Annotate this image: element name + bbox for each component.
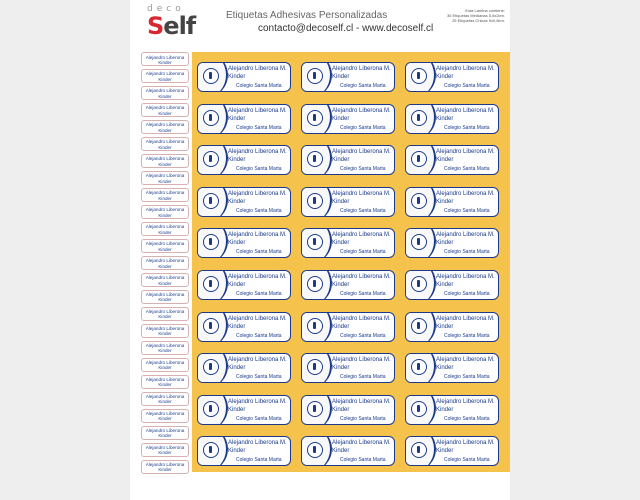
small-label-grade: Kinder xyxy=(158,229,172,235)
school-seal-icon xyxy=(411,276,427,292)
label-grade: Kinder xyxy=(228,448,246,455)
label-grade: Kinder xyxy=(436,240,454,247)
info-line: 30 Etiquetas Medianas 5,5x2cm. xyxy=(446,13,505,18)
small-label-grade: Kinder xyxy=(158,246,172,252)
medium-label xyxy=(197,228,291,258)
label-name: Alejandro Liberona M. xyxy=(332,149,391,156)
small-label-grade: Kinder xyxy=(158,127,172,133)
label-grade: Kinder xyxy=(436,115,454,122)
small-label-name: Alejandro Liberona xyxy=(145,54,185,60)
label-name: Alejandro Liberona M. xyxy=(332,357,391,364)
sheet-info xyxy=(430,8,505,23)
small-label xyxy=(141,171,189,185)
school-seal-icon xyxy=(307,110,323,126)
small-label-grade: Kinder xyxy=(158,365,172,371)
small-label xyxy=(141,307,189,321)
label-grade: Kinder xyxy=(436,406,454,413)
medium-label xyxy=(301,62,395,92)
small-label xyxy=(141,222,189,236)
label-name: Alejandro Liberona M. xyxy=(332,107,391,114)
medium-label xyxy=(405,353,499,383)
page-title: Etiquetas Adhesivas Personalizadas xyxy=(226,10,388,21)
label-grade: Kinder xyxy=(436,448,454,455)
label-school: Colegio Santa Marta xyxy=(236,83,282,89)
medium-label xyxy=(405,187,499,217)
label-name: Alejandro Liberona M. xyxy=(228,66,287,72)
label-school: Colegio Santa Marta xyxy=(236,207,282,214)
small-label-name: Alejandro Liberona xyxy=(145,88,185,94)
label-name: Alejandro Liberona M. xyxy=(436,357,495,364)
label-name: Alejandro Liberona M. xyxy=(332,190,391,197)
label-school: Colegio Santa Marta xyxy=(444,415,490,422)
medium-label xyxy=(405,145,499,175)
school-seal-icon xyxy=(203,193,219,209)
label-name: Alejandro Liberona M. xyxy=(332,398,391,405)
medium-label xyxy=(197,436,291,466)
small-label-name: Alejandro Liberona xyxy=(145,258,185,264)
label-grade: Kinder xyxy=(332,198,350,205)
medium-label xyxy=(301,395,395,425)
school-seal-icon xyxy=(203,276,219,292)
label-grade: Kinder xyxy=(436,74,454,80)
label-school: Colegio Santa Marta xyxy=(340,291,386,297)
medium-label xyxy=(301,228,395,258)
label-name: Alejandro Liberona M. xyxy=(228,315,287,322)
small-label-name: Alejandro Liberona xyxy=(145,343,185,349)
school-seal-icon xyxy=(203,318,219,334)
small-label-grade: Kinder xyxy=(158,280,172,286)
small-label xyxy=(141,409,189,423)
label-school: Colegio Santa Marta xyxy=(236,457,282,464)
small-label-name: Alejandro Liberona xyxy=(145,394,185,400)
school-seal-icon xyxy=(307,68,323,84)
label-school: Colegio Santa Marta xyxy=(340,83,386,89)
small-label-name: Alejandro Liberona xyxy=(145,190,185,196)
small-label-name: Alejandro Liberona xyxy=(145,224,185,230)
small-label-name: Alejandro Liberona xyxy=(145,411,185,417)
small-label-name: Alejandro Liberona xyxy=(145,139,185,145)
label-name: Alejandro Liberona M. xyxy=(228,190,287,197)
label-name: Alejandro Liberona M. xyxy=(436,398,495,405)
small-label-grade: Kinder xyxy=(158,433,172,439)
small-label-grade: Kinder xyxy=(158,399,172,405)
medium-label xyxy=(405,436,499,466)
label-school: Colegio Santa Marta xyxy=(236,415,282,422)
small-label-grade: Kinder xyxy=(158,348,172,354)
medium-label xyxy=(301,353,395,383)
label-grade: Kinder xyxy=(332,74,350,80)
small-label-name: Alejandro Liberona xyxy=(145,377,185,383)
school-seal-icon xyxy=(411,110,427,126)
small-label xyxy=(141,239,189,253)
label-school: Colegio Santa Marta xyxy=(340,166,386,173)
label-name: Alejandro Liberona M. xyxy=(228,232,287,239)
label-grade: Kinder xyxy=(228,115,246,122)
medium-label xyxy=(197,187,291,217)
small-label xyxy=(141,120,189,134)
label-school: Colegio Santa Marta xyxy=(236,166,282,173)
label-name: Alejandro Liberona M. xyxy=(332,440,391,447)
label-name: Alejandro Liberona M. xyxy=(228,149,287,156)
label-name: Alejandro Liberona M. xyxy=(228,274,287,280)
school-seal-icon xyxy=(307,401,323,417)
label-school: Colegio Santa Marta xyxy=(444,166,490,173)
medium-label xyxy=(197,353,291,383)
medium-label xyxy=(301,145,395,175)
label-grade: Kinder xyxy=(228,157,246,164)
small-label-name: Alejandro Liberona xyxy=(145,428,185,434)
label-school: Colegio Santa Marta xyxy=(444,124,490,131)
small-label xyxy=(141,205,189,219)
small-label xyxy=(141,443,189,457)
label-school: Colegio Santa Marta xyxy=(340,124,386,131)
small-label-name: Alejandro Liberona xyxy=(145,326,185,332)
small-label-grade: Kinder xyxy=(158,93,172,99)
school-seal-icon xyxy=(411,401,427,417)
label-school: Colegio Santa Marta xyxy=(444,291,490,297)
medium-label xyxy=(405,270,499,300)
small-label xyxy=(141,341,189,355)
logo-main-text: Self xyxy=(147,12,196,40)
small-label xyxy=(141,154,189,168)
medium-label xyxy=(405,104,499,134)
medium-label xyxy=(405,395,499,425)
small-label xyxy=(141,256,189,270)
label-name: Alejandro Liberona M. xyxy=(332,315,391,322)
small-label-name: Alejandro Liberona xyxy=(145,445,185,451)
label-school: Colegio Santa Marta xyxy=(340,415,386,422)
label-name: Alejandro Liberona M. xyxy=(228,357,287,364)
medium-label xyxy=(405,62,499,92)
medium-label xyxy=(301,436,395,466)
label-school: Colegio Santa Marta xyxy=(340,207,386,214)
label-name: Alejandro Liberona M. xyxy=(436,232,495,239)
label-grade: Kinder xyxy=(436,323,454,330)
small-label-grade: Kinder xyxy=(158,450,172,456)
small-label-name: Alejandro Liberona xyxy=(145,122,185,128)
small-label xyxy=(141,188,189,202)
small-label xyxy=(141,52,189,66)
label-grade: Kinder xyxy=(332,365,350,372)
medium-labels-panel xyxy=(192,52,510,472)
label-grade: Kinder xyxy=(332,115,350,122)
small-label-name: Alejandro Liberona xyxy=(145,462,185,468)
small-label-name: Alejandro Liberona xyxy=(145,71,185,77)
small-label xyxy=(141,69,189,83)
medium-label xyxy=(197,62,291,92)
small-label xyxy=(141,86,189,100)
label-grade: Kinder xyxy=(228,198,246,205)
label-name: Alejandro Liberona M. xyxy=(332,274,391,280)
medium-label xyxy=(405,312,499,342)
small-label-name: Alejandro Liberona xyxy=(145,309,185,315)
medium-label xyxy=(197,270,291,300)
school-seal-icon xyxy=(411,318,427,334)
medium-label xyxy=(405,228,499,258)
label-school: Colegio Santa Marta xyxy=(340,332,386,339)
label-grade: Kinder xyxy=(436,365,454,372)
small-label xyxy=(141,324,189,338)
small-label xyxy=(141,137,189,151)
small-label-grade: Kinder xyxy=(158,144,172,150)
label-school: Colegio Santa Marta xyxy=(444,83,490,89)
label-grade: Kinder xyxy=(228,406,246,413)
medium-label xyxy=(197,395,291,425)
school-seal-icon xyxy=(203,401,219,417)
small-label xyxy=(141,273,189,287)
label-grade: Kinder xyxy=(332,157,350,164)
label-grade: Kinder xyxy=(332,448,350,455)
small-label-name: Alejandro Liberona xyxy=(145,207,185,213)
label-grade: Kinder xyxy=(228,365,246,372)
small-label-name: Alejandro Liberona xyxy=(145,360,185,366)
small-label-grade: Kinder xyxy=(158,314,172,320)
label-name: Alejandro Liberona M. xyxy=(436,440,495,447)
small-label xyxy=(141,460,189,474)
label-school: Colegio Santa Marta xyxy=(444,207,490,214)
small-label-grade: Kinder xyxy=(158,331,172,337)
small-label-grade: Kinder xyxy=(158,212,172,218)
label-grade: Kinder xyxy=(228,323,246,330)
label-grade: Kinder xyxy=(332,282,350,288)
label-name: Alejandro Liberona M. xyxy=(332,232,391,239)
small-label-grade: Kinder xyxy=(158,467,172,473)
label-grade: Kinder xyxy=(228,240,246,247)
label-name: Alejandro Liberona M. xyxy=(332,66,391,72)
small-label-grade: Kinder xyxy=(158,59,172,65)
label-school: Colegio Santa Marta xyxy=(444,457,490,464)
small-label-name: Alejandro Liberona xyxy=(145,105,185,111)
medium-label xyxy=(301,187,395,217)
contact-line: contacto@decoself.cl - www.decoself.cl xyxy=(258,23,434,34)
label-school: Colegio Santa Marta xyxy=(444,332,490,339)
small-label-name: Alejandro Liberona xyxy=(145,292,185,298)
label-name: Alejandro Liberona M. xyxy=(228,440,287,447)
school-seal-icon xyxy=(203,68,219,84)
label-name: Alejandro Liberona M. xyxy=(436,190,495,197)
label-name: Alejandro Liberona M. xyxy=(436,149,495,156)
label-grade: Kinder xyxy=(332,323,350,330)
school-seal-icon xyxy=(411,68,427,84)
label-school: Colegio Santa Marta xyxy=(340,374,386,381)
small-label-name: Alejandro Liberona xyxy=(145,156,185,162)
small-label xyxy=(141,375,189,389)
medium-label xyxy=(301,312,395,342)
info-line: Esta Lámina contiene: xyxy=(465,8,505,13)
label-name: Alejandro Liberona M. xyxy=(436,315,495,322)
small-label-name: Alejandro Liberona xyxy=(145,241,185,247)
label-name: Alejandro Liberona M. xyxy=(228,107,287,114)
small-label-grade: Kinder xyxy=(158,297,172,303)
school-seal-icon xyxy=(411,193,427,209)
label-grade: Kinder xyxy=(228,74,246,80)
school-seal-icon xyxy=(307,318,323,334)
small-label-grade: Kinder xyxy=(158,382,172,388)
small-label-grade: Kinder xyxy=(158,110,172,116)
medium-label xyxy=(197,312,291,342)
label-school: Colegio Santa Marta xyxy=(236,124,282,131)
small-label xyxy=(141,392,189,406)
decoself-logo xyxy=(147,4,207,42)
label-grade: Kinder xyxy=(436,198,454,205)
small-label-grade: Kinder xyxy=(158,195,172,201)
small-label-grade: Kinder xyxy=(158,76,172,82)
school-seal-icon xyxy=(307,276,323,292)
label-grade: Kinder xyxy=(436,157,454,164)
label-name: Alejandro Liberona M. xyxy=(436,66,495,72)
small-label xyxy=(141,358,189,372)
label-school: Colegio Santa Marta xyxy=(340,457,386,464)
small-label-name: Alejandro Liberona xyxy=(145,173,185,179)
label-grade: Kinder xyxy=(228,282,246,288)
label-grade: Kinder xyxy=(436,282,454,288)
label-school: Colegio Santa Marta xyxy=(236,332,282,339)
info-line: 25 Etiquetas Chicas 5x0,8cm. xyxy=(452,18,505,23)
small-label-grade: Kinder xyxy=(158,161,172,167)
label-name: Alejandro Liberona M. xyxy=(228,398,287,405)
label-school: Colegio Santa Marta xyxy=(236,291,282,297)
logo-top-text: deco xyxy=(147,4,185,14)
small-labels-column xyxy=(141,52,191,477)
small-label xyxy=(141,290,189,304)
medium-label xyxy=(197,104,291,134)
medium-label xyxy=(197,145,291,175)
small-label-grade: Kinder xyxy=(158,178,172,184)
label-school: Colegio Santa Marta xyxy=(444,249,490,256)
label-school: Colegio Santa Marta xyxy=(236,249,282,256)
school-seal-icon xyxy=(307,193,323,209)
label-school: Colegio Santa Marta xyxy=(444,374,490,381)
label-name: Alejandro Liberona M. xyxy=(436,107,495,114)
school-seal-icon xyxy=(203,110,219,126)
small-label-grade: Kinder xyxy=(158,263,172,269)
medium-label xyxy=(301,104,395,134)
small-label-grade: Kinder xyxy=(158,416,172,422)
small-label xyxy=(141,103,189,117)
label-grade: Kinder xyxy=(332,406,350,413)
medium-label xyxy=(301,270,395,300)
small-label xyxy=(141,426,189,440)
label-school: Colegio Santa Marta xyxy=(340,249,386,256)
label-name: Alejandro Liberona M. xyxy=(436,274,495,280)
small-label-name: Alejandro Liberona xyxy=(145,275,185,281)
label-grade: Kinder xyxy=(332,240,350,247)
label-school: Colegio Santa Marta xyxy=(236,374,282,381)
